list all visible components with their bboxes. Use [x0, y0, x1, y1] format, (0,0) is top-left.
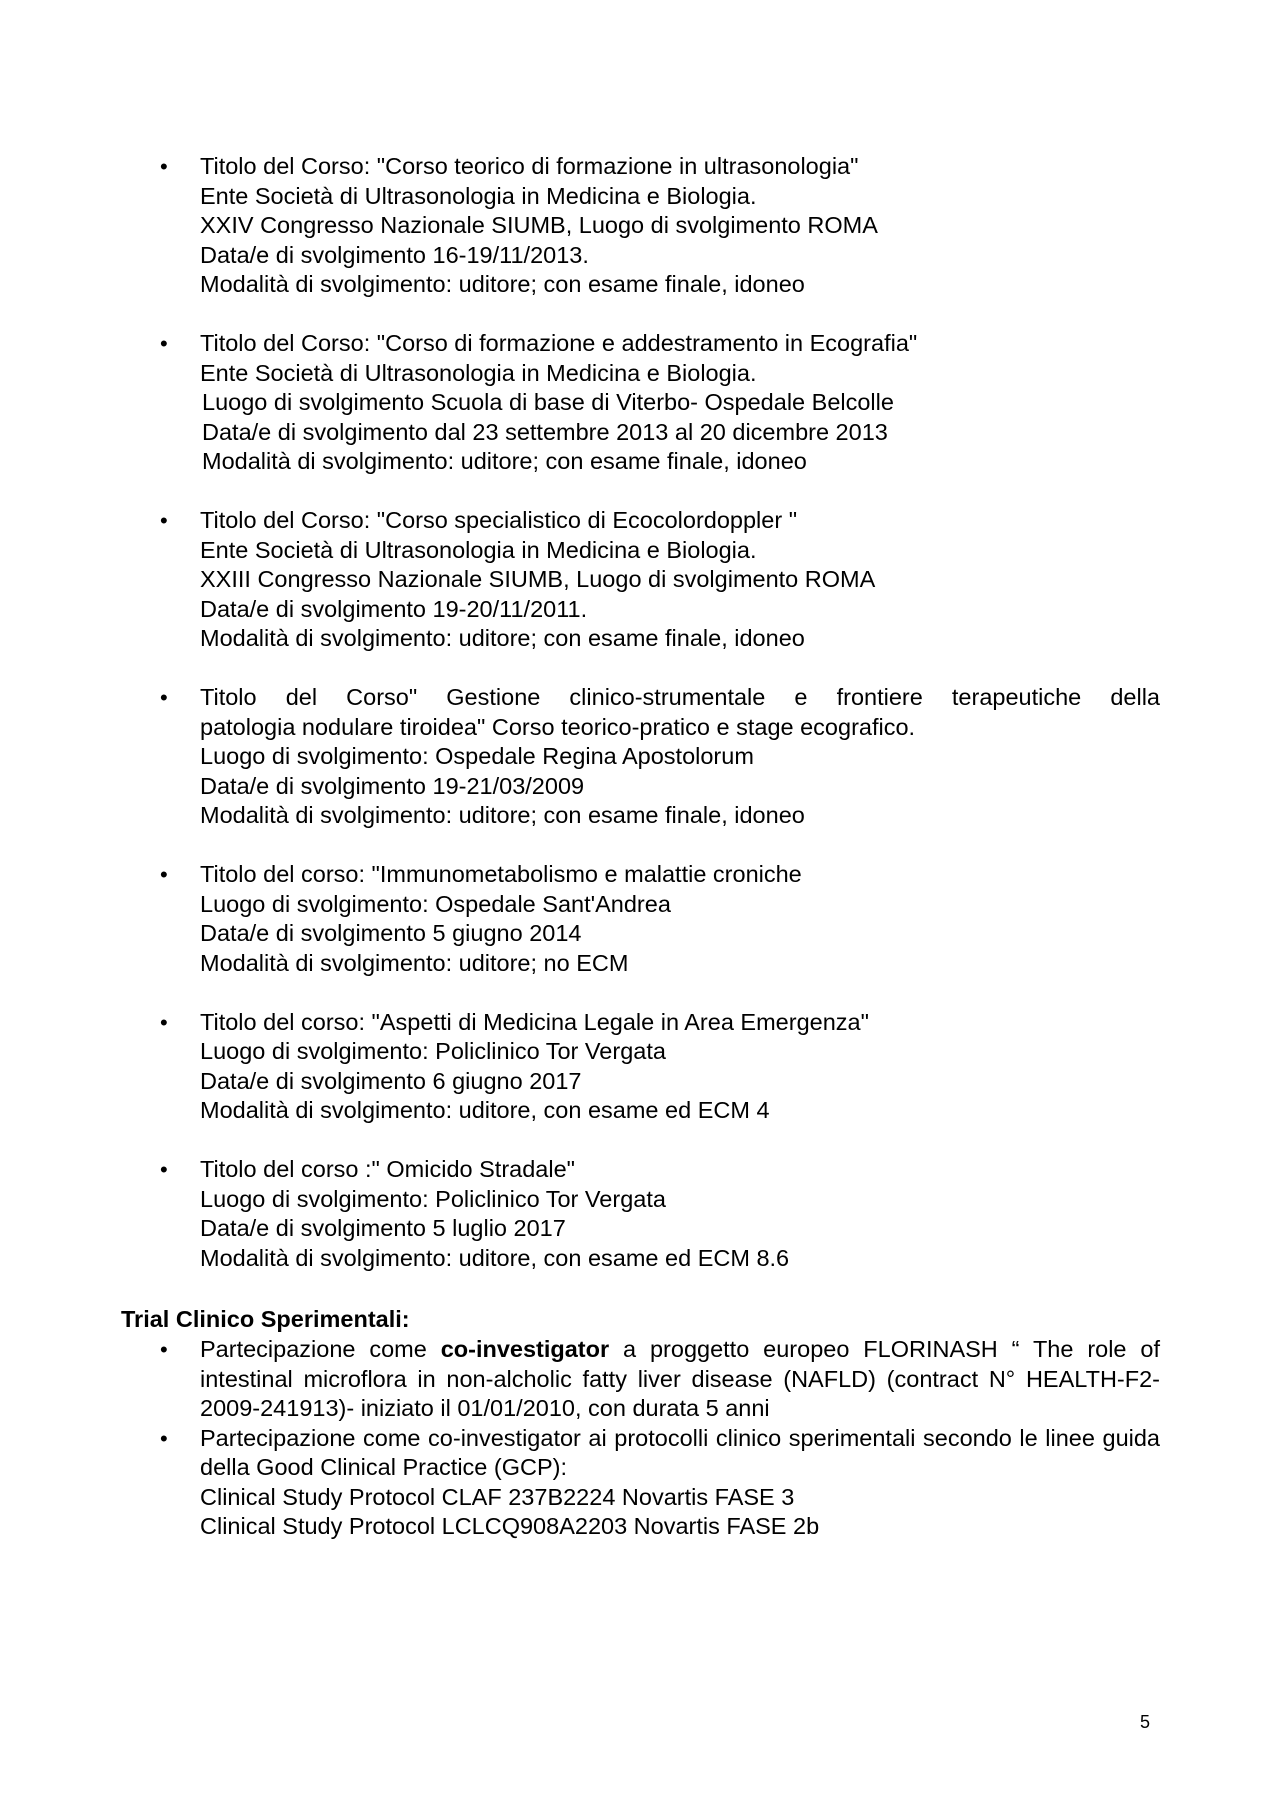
course-location: Luogo di svolgimento: Policlinico Tor Vergata: [200, 1038, 666, 1064]
bullet-icon: •: [160, 862, 168, 887]
bullet-icon: •: [160, 1425, 168, 1451]
course-mode: Modalità di svolgimento: uditore; con esame finale, idoneo: [202, 448, 807, 474]
course-location: Luogo di svolgimento: Policlinico Tor Vergata: [200, 1185, 666, 1212]
course-mode: Modalità di svolgimento: uditore; con esame finale, idoneo: [200, 802, 805, 828]
course-title: Titolo del corso :" Omicido Stradale": [200, 1156, 575, 1182]
trial-description: Partecipazione come co-investigator ai protocolli clinico sperimentali secondo le linee guida della Good Clinical Practice (GCP):: [200, 1424, 1160, 1480]
trial-text-suffix: a proggetto europeo FLORINASH “ The role of intestinal microflora in non-alcholic fatty liver disease (NAFLD) (contract N° HEALTH-F2-2009-241913)- iniziato il 01/01/2010, con durata 5 anni: [200, 1336, 1160, 1421]
course-date: Data/e di svolgimento 19-20/11/2011.: [200, 595, 588, 622]
course-title: Titolo del corso: "Immunometabolismo e malattie croniche: [200, 861, 802, 887]
course-date: Data/e di svolgimento dal 23 settembre 2013 al 20 dicembre 2013: [202, 418, 888, 445]
course-location: Luogo di svolgimento: Ospedale Sant'Andrea: [200, 890, 671, 917]
trial-description: [200, 1335, 1160, 1424]
bullet-icon: •: [160, 1157, 168, 1182]
bullet-icon: •: [160, 154, 168, 179]
course-item: [160, 860, 1160, 978]
course-title: Titolo del Corso: "Corso specialistico di Ecocolordoppler ": [200, 507, 798, 533]
bullet-icon: •: [160, 1337, 168, 1362]
trial-item-gcp: [160, 1424, 1160, 1542]
course-item: [160, 152, 1160, 300]
trials-heading: Trial Clinico Sperimentali:: [121, 1306, 410, 1332]
course-title: Titolo del Corso: "Corso di formazione e addestramento in Ecografia": [200, 330, 918, 356]
course-title: Titolo del corso: "Aspetti di Medicina Legale in Area Emergenza": [200, 1008, 869, 1035]
course-mode: Modalità di svolgimento: uditore, con esame ed ECM 4: [200, 1097, 770, 1123]
course-list: [160, 152, 1160, 1303]
course-title: Titolo del Corso" Gestione clinico-strumentale e frontiere terapeutiche della: [200, 684, 1160, 710]
trial-item-florinash: [160, 1335, 1160, 1424]
course-date: Data/e di svolgimento 5 giugno 2014: [200, 920, 582, 946]
course-location: Luogo di svolgimento: Ospedale Regina Apostolorum: [200, 743, 754, 769]
course-date: Data/e di svolgimento 16-19/11/2013.: [200, 241, 589, 268]
course-date: Data/e di svolgimento 6 giugno 2017: [200, 1067, 582, 1094]
page-number: 5: [1140, 1712, 1151, 1732]
bullet-icon: •: [160, 685, 168, 710]
course-date: Data/e di svolgimento 5 luglio 2017: [200, 1215, 566, 1241]
protocol-line: Clinical Study Protocol CLAF 237B2224 Novartis FASE 3: [200, 1483, 795, 1510]
course-title-continued: patologia nodulare tiroidea" Corso teorico-pratico e stage ecografico.: [200, 713, 916, 740]
course-location: XXIV Congresso Nazionale SIUMB, Luogo di svolgimento ROMA: [200, 212, 878, 238]
course-mode: Modalità di svolgimento: uditore; con esame finale, idoneo: [200, 625, 805, 651]
course-item: [160, 506, 1160, 654]
course-item: [160, 683, 1160, 831]
course-item: [160, 329, 1160, 477]
trial-list: [160, 1335, 1160, 1542]
trial-text-prefix: Partecipazione come: [200, 1336, 441, 1362]
bullet-icon: •: [160, 331, 168, 356]
course-mode: Modalità di svolgimento: uditore; con esame finale, idoneo: [200, 271, 805, 297]
course-mode: Modalità di svolgimento: uditore; no ECM: [200, 949, 629, 976]
course-organizer: Ente Società di Ultrasonologia in Medicina e Biologia.: [200, 359, 757, 386]
course-location: XXIII Congresso Nazionale SIUMB, Luogo di svolgimento ROMA: [200, 566, 876, 592]
course-organizer: Ente Società di Ultrasonologia in Medicina e Biologia.: [200, 182, 757, 209]
course-title: Titolo del Corso: "Corso teorico di formazione in ultrasonologia": [200, 153, 859, 179]
course-location: Luogo di svolgimento Scuola di base di Viterbo- Ospedale Belcolle: [202, 389, 894, 415]
course-item: [160, 1008, 1160, 1126]
course-item: [160, 1155, 1160, 1273]
protocol-line: Clinical Study Protocol LCLCQ908A2203 Novartis FASE 2b: [200, 1513, 820, 1539]
course-date: Data/e di svolgimento 19-21/03/2009: [200, 772, 585, 799]
trial-role: co-investigator: [440, 1336, 610, 1362]
course-mode: Modalità di svolgimento: uditore, con esame ed ECM 8.6: [200, 1244, 790, 1271]
course-organizer: Ente Società di Ultrasonologia in Medicina e Biologia.: [200, 536, 757, 563]
bullet-icon: •: [160, 1009, 168, 1035]
bullet-icon: •: [160, 508, 168, 533]
